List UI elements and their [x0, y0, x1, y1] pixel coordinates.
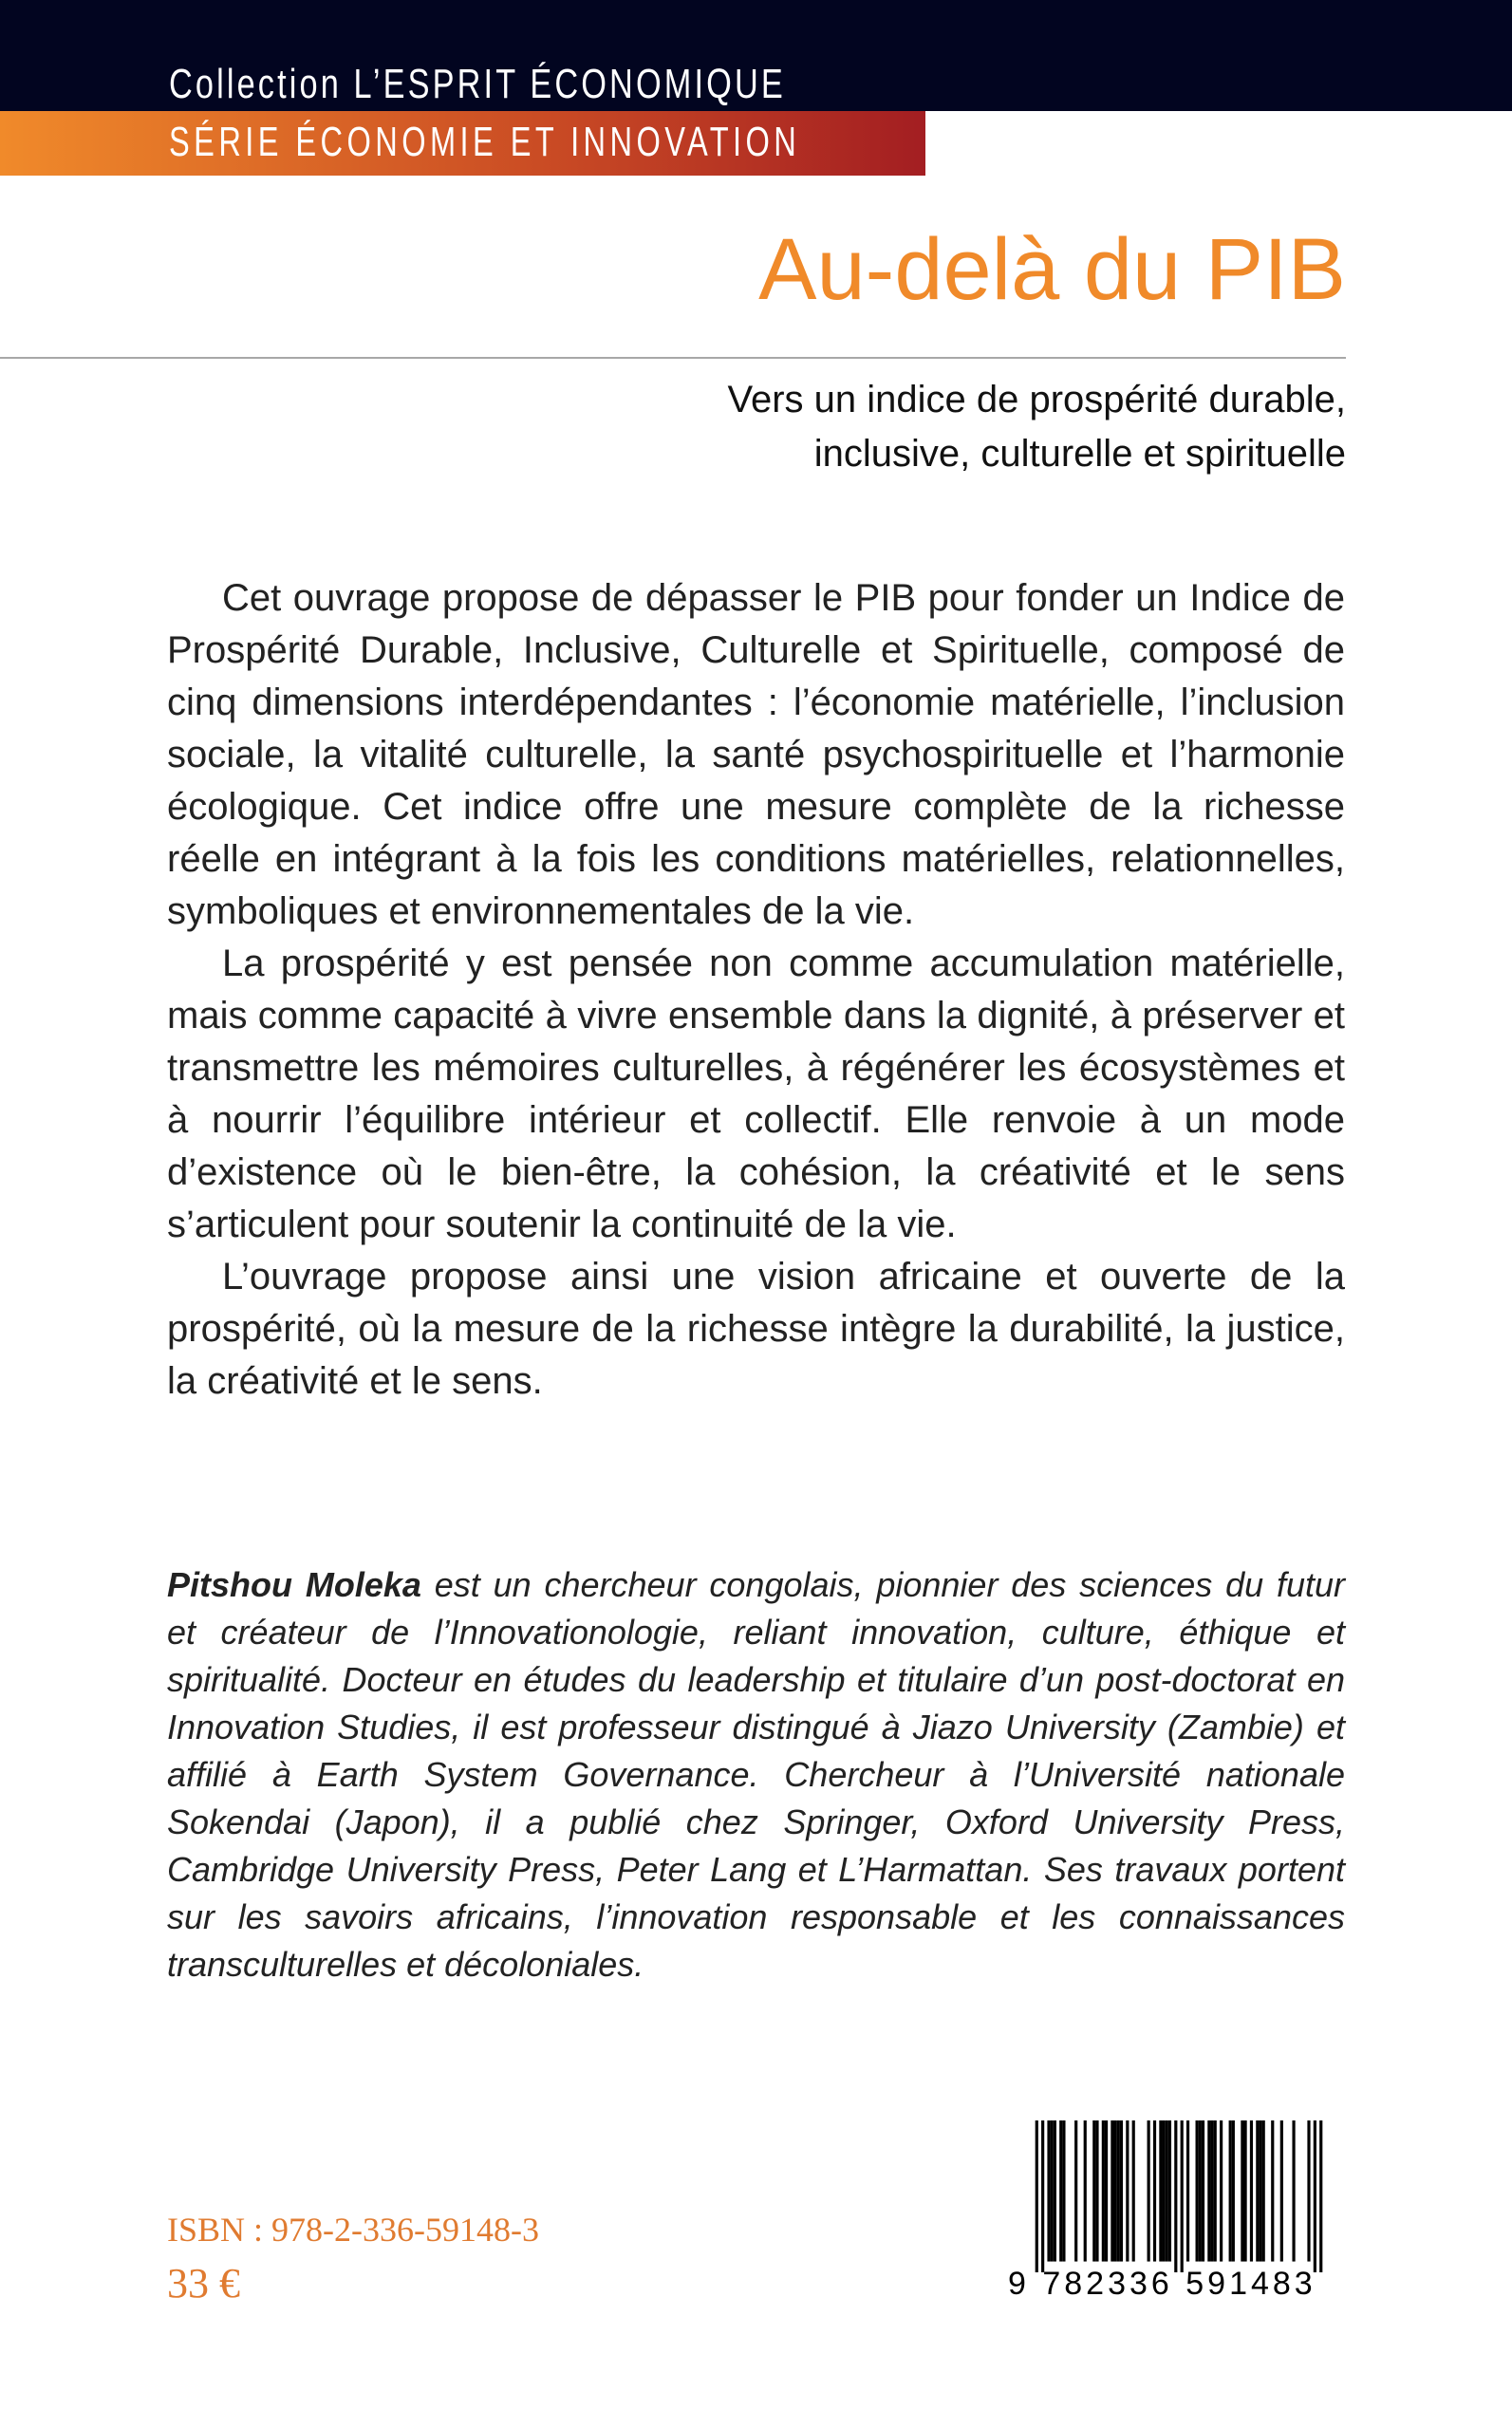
barcode-bar [1271, 2120, 1274, 2262]
barcode-bar [1047, 2120, 1050, 2262]
barcode-bar [1092, 2120, 1095, 2262]
barcode-bar [1105, 2120, 1108, 2262]
barcode-bar [1059, 2120, 1062, 2262]
barcode-bar [1074, 2120, 1077, 2262]
barcode-digits: 9 782336 591483 [1008, 2266, 1316, 2302]
barcode-bar [1084, 2120, 1087, 2262]
barcode-bar [1114, 2120, 1117, 2262]
barcode-bar [1166, 2120, 1168, 2262]
barcode-bar [1148, 2120, 1150, 2262]
summary [167, 572, 1345, 1408]
isbn: ISBN : 978-2-336-59148-3 [167, 2211, 539, 2249]
barcode-bar [1132, 2120, 1135, 2262]
barcode-bar [1202, 2120, 1204, 2262]
barcode-bar [1095, 2120, 1098, 2262]
barcode-bar [1199, 2120, 1202, 2262]
barcode-bar [1250, 2120, 1253, 2262]
price: 33 € [167, 2260, 240, 2306]
bio-text: est un chercheur congolais, pionnier des sciences du futur et créateur de l’Innovationologie, reliant innovation, culture, éthique et spiritualité. Docteur en études du leadership et titulaire d’un post-doctorat en Innovation Studies, il est professeur distingué à Jiazo University (Zambie) et affilié à Earth System Governance. Chercheur à l’Université nationale Sokendai (Japon), il a publié chez Springer, Oxford University Press, Cambridge University Press, Peter Lang et L’Harmattan. Ses travaux portent sur les savoirs africains, l’innovation responsable et les connaissances transculturelles et décoloniales. [167, 1565, 1345, 1984]
barcode-bar [1307, 2120, 1310, 2262]
barcode-bar [1259, 2120, 1261, 2262]
barcode-bar [1126, 2120, 1129, 2262]
subtitle-line: inclusive, culturelle et spirituelle [813, 433, 1346, 475]
barcode-bar [1162, 2120, 1165, 2262]
barcode-bar [1196, 2120, 1199, 2262]
author-name: Pitshou Moleka [167, 1565, 421, 1604]
barcode-bar [1174, 2120, 1177, 2272]
barcode-bar [1051, 2120, 1054, 2262]
barcode-bar [1243, 2120, 1246, 2262]
barcode-bar [1036, 2120, 1038, 2272]
barcode-bar [1054, 2120, 1056, 2262]
barcode-bar [1314, 2120, 1316, 2272]
barcode-bar [1181, 2120, 1184, 2272]
barcode-bar [1102, 2120, 1105, 2262]
summary-paragraph: Cet ouvrage propose de dépasser le PIB pour fonder un Indice de Prospérité Durable, Inclusive, Culturelle et Spirituelle, composé de cinq dimensions interdépendantes : l’économie matérielle, l’inclusion sociale, la vitalité culturelle, la santé psychospirituelle et l’harmonie écologique. Cet indice offre une mesure complète de la richesse réelle en intégrant à la fois les conditions matérielles, relationnelles, symboliques et environnementales de la vie. [167, 577, 1345, 932]
barcode-bar [1319, 2120, 1322, 2272]
barcode-bar [1214, 2120, 1217, 2262]
barcode-bar [1159, 2120, 1162, 2262]
barcode-bar [1241, 2120, 1243, 2262]
book-subtitle [727, 373, 1346, 481]
barcode-bar [1256, 2120, 1259, 2262]
barcode-bar [1120, 2120, 1123, 2262]
barcode [1008, 2120, 1350, 2272]
barcode-bar [1062, 2120, 1065, 2262]
barcode-bar [1210, 2120, 1213, 2262]
book-title: Au-delà du PIB [758, 221, 1346, 318]
divider [0, 357, 1346, 359]
barcode-bar [1292, 2120, 1295, 2262]
subtitle-line: Vers un indice de prospérité durable, [727, 379, 1346, 420]
barcode-bar [1041, 2120, 1044, 2272]
barcode-bar [1280, 2120, 1283, 2262]
barcode-bar [1168, 2120, 1171, 2262]
collection-name: Collection L’ESPRIT ÉCONOMIQUE [169, 61, 786, 107]
series-name: SÉRIE ÉCONOMIE ET INNOVATION [169, 119, 801, 165]
barcode-bar [1229, 2120, 1232, 2262]
author-bio [167, 1561, 1345, 1989]
summary-paragraph: L’ouvrage propose ainsi une vision africaine et ouverte de la prospérité, où la mesure de la richesse intègre la durabilité, la justice, la créativité et le sens. [167, 1256, 1345, 1402]
barcode-bar [1117, 2120, 1120, 2262]
barcode-bar [1220, 2120, 1223, 2262]
summary-paragraph: La prospérité y est pensée non comme accumulation matérielle, mais comme capacité à vivre ensemble dans la dignité, à préserver et transmettre les mémoires culturelles, à régénérer les écosystèmes et à nourrir l’équilibre intérieur et collectif. Elle renvoie à un mode d’existence où le bien-être, la cohésion, la créativité et le sens s’articulent pour soutenir la continuité de la vie. [167, 943, 1345, 1245]
barcode-bar [1262, 2120, 1265, 2262]
barcode-bar [1207, 2120, 1210, 2262]
barcode-bar [1111, 2120, 1113, 2262]
barcode-bar [1153, 2120, 1156, 2262]
barcode-bar [1232, 2120, 1235, 2262]
barcode-bar [1186, 2120, 1189, 2262]
